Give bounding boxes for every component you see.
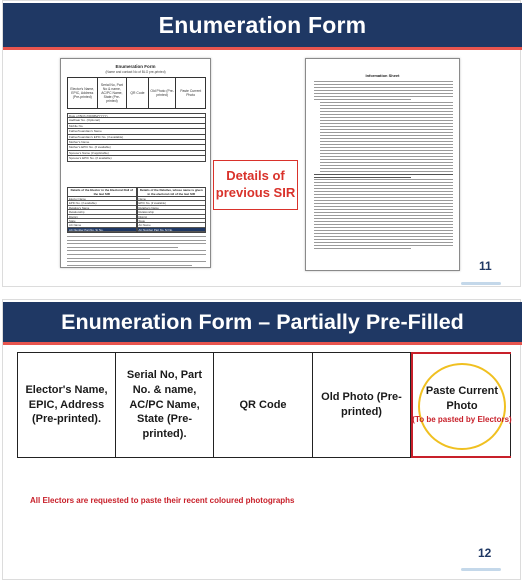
callout-text: Details of previous SIR bbox=[215, 168, 296, 200]
paste-photo-cell bbox=[411, 352, 511, 459]
qr-code-cell: QR Code bbox=[214, 353, 313, 457]
form-row: Spouse's Name (if applicable) bbox=[67, 151, 206, 156]
form-row: Date of Birth (DD/MM/YYYY) bbox=[67, 113, 206, 118]
slide-11 bbox=[2, 0, 521, 287]
slide-title-banner bbox=[3, 302, 522, 342]
form-row: Father/Guardian's EPIC No. (if available) bbox=[67, 135, 206, 140]
form-row: Mother's Name bbox=[67, 140, 206, 145]
page-number: 11 bbox=[479, 259, 492, 273]
form-header-cell: Paste Current Photo bbox=[180, 88, 202, 97]
slide-title-banner bbox=[3, 3, 522, 47]
table-row: AC Number Part No. Sr No. bbox=[138, 228, 206, 232]
table-row: Relative's Name bbox=[138, 206, 206, 210]
table-row: Relative's Name bbox=[68, 206, 136, 210]
slide-title: Enumeration Form bbox=[158, 11, 367, 38]
table-header: Details of the Elector in the Electoral Roll of the last SIR bbox=[68, 188, 136, 197]
slide-12 bbox=[2, 299, 521, 580]
slide-scroll-indicator bbox=[461, 282, 501, 285]
form-header-cell: Old Photo (Pre-printed) bbox=[149, 78, 177, 108]
table-header: Details of the Relative, whose name is given in the electoral roll of the last SIR bbox=[138, 188, 206, 197]
title-underline bbox=[3, 47, 522, 50]
form-thumbnail-rows bbox=[67, 113, 206, 162]
form-row: Aadhaar No. (Optional) bbox=[67, 118, 206, 123]
photo-instruction: All Electors are requested to paste their recent coloured photographs bbox=[30, 496, 295, 505]
enumeration-form-table bbox=[17, 352, 511, 458]
form-header-cell: Serial No, Part No & name, AC/PC Name, State (Pre-printed) bbox=[98, 78, 128, 108]
form-header-cell: Elector's Name, EPIC, Address (Pre-printed) bbox=[68, 78, 98, 108]
form-thumbnail-subtitle: (Name and contact No of BLO pre-printed) bbox=[105, 70, 166, 74]
info-sheet-text bbox=[314, 81, 453, 251]
table-row: Name bbox=[138, 197, 206, 201]
slide-scroll-indicator bbox=[461, 568, 501, 571]
previous-sir-callout bbox=[213, 160, 298, 210]
table-row: AC Name bbox=[68, 223, 136, 227]
table-row: State bbox=[68, 219, 136, 223]
table-row: AC Number Part No. Sr No. bbox=[68, 228, 136, 232]
table-row: District bbox=[68, 215, 136, 219]
table-row: Relationship bbox=[68, 210, 136, 214]
information-sheet-thumbnail bbox=[305, 58, 460, 271]
form-thumbnail-title: Enumeration Form bbox=[115, 64, 156, 69]
form-row: Spouse's EPIC No. (if available) bbox=[67, 156, 206, 161]
form-row: Mobile No. bbox=[67, 124, 206, 129]
form-thumbnail-header-row bbox=[67, 77, 206, 109]
enumeration-form-thumbnail bbox=[60, 58, 211, 268]
form-row: Mother's EPIC No. (if available) bbox=[67, 145, 206, 150]
page-number: 12 bbox=[478, 546, 492, 560]
table-row: EPIC No. (if available) bbox=[68, 201, 136, 205]
paste-photo-note: (To be pasted by Electors) bbox=[412, 415, 512, 425]
table-row: Relationship bbox=[138, 210, 206, 214]
form-header-cell: QR Code bbox=[127, 78, 149, 108]
form-declaration-text bbox=[67, 236, 206, 268]
table-row: EPIC No. (if available) bbox=[138, 201, 206, 205]
form-row: Father/Guardian's Name bbox=[67, 129, 206, 134]
serial-part-cell: Serial No, Part No. & name, AC/PC Name, State (Pre-printed). bbox=[116, 353, 214, 457]
paste-photo-label: Paste Current Photo bbox=[425, 384, 499, 412]
elector-previous-sir-table bbox=[67, 187, 137, 233]
info-sheet-title: Information Sheet bbox=[365, 73, 400, 78]
table-row: AC Name bbox=[138, 223, 206, 227]
old-photo-cell: Old Photo (Pre-printed) bbox=[313, 353, 411, 457]
relative-previous-sir-table bbox=[137, 187, 207, 233]
table-row: State bbox=[138, 219, 206, 223]
slide-title: Enumeration Form – Partially Pre-Filled bbox=[61, 309, 464, 334]
table-row: District bbox=[138, 215, 206, 219]
previous-sir-tables bbox=[67, 187, 206, 233]
title-underline bbox=[3, 342, 522, 345]
elector-details-cell: Elector's Name, EPIC, Address (Pre-printed). bbox=[18, 353, 116, 457]
table-row: Elector Name bbox=[68, 197, 136, 201]
